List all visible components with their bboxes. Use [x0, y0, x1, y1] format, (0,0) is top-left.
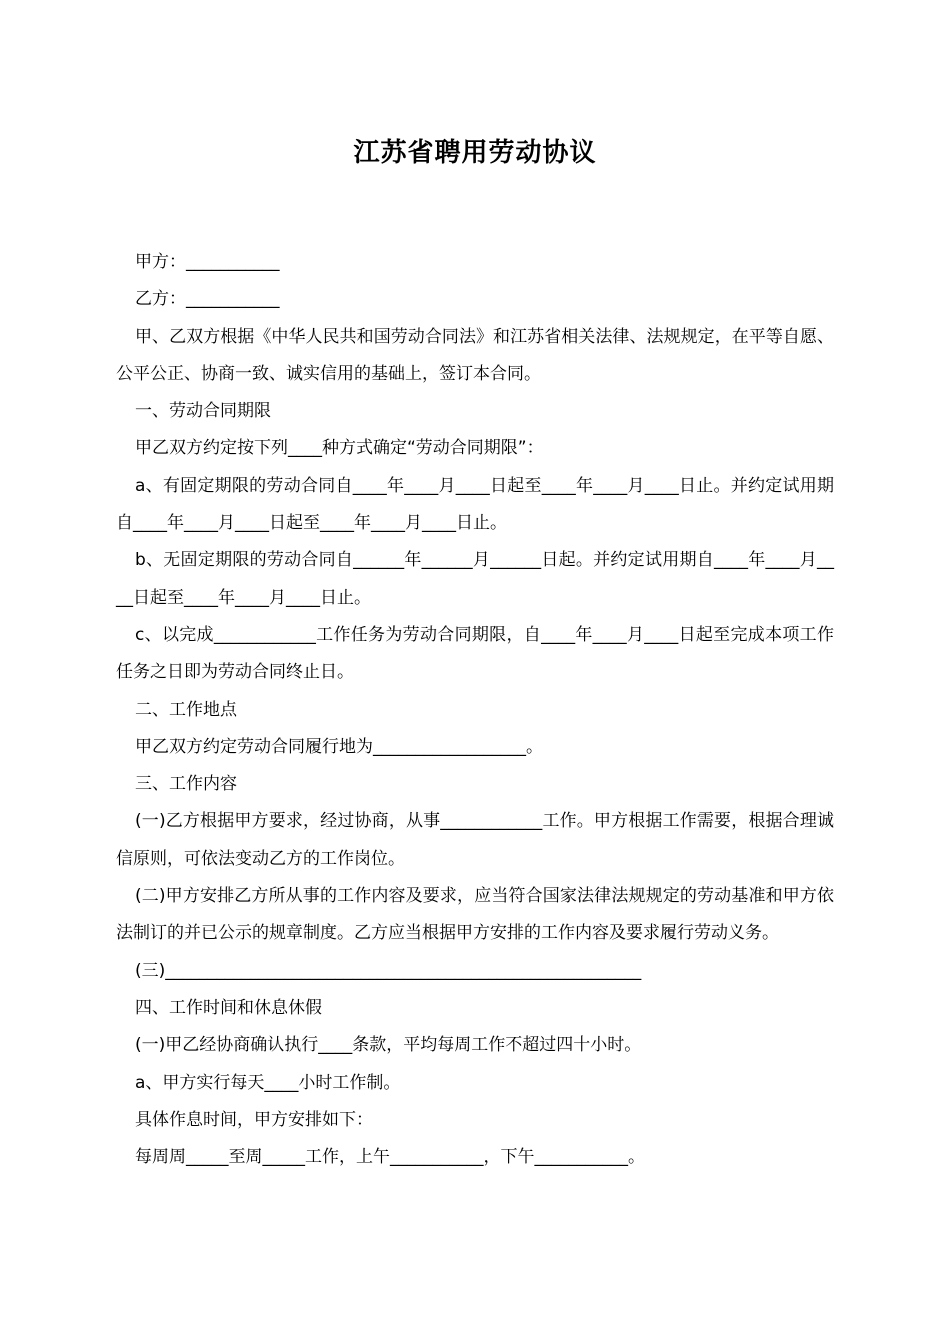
document-title: 江苏省聘用劳动协议 [353, 138, 597, 168]
clause-paragraph: (二)甲方安排乙方所从事的工作内容及要求，应当符合国家法律法规规定的劳动基准和甲方依法制订的并已公示的规章制度。乙方应当根据甲方安排的工作内容及要求履行劳动义务。 [116, 886, 834, 944]
party-b-line: 乙方：___________ [135, 289, 280, 310]
clause-paragraph: 每周周_____至周_____工作，上午___________，下午___________。 [135, 1147, 645, 1168]
clause-paragraph: (一)乙方根据甲方要求，经过协商，从事____________工作。甲方根据工作需要，根据合理诚信原则，可依法变动乙方的工作岗位。 [116, 811, 834, 869]
clause-paragraph: a、甲方实行每天____小时工作制。 [135, 1072, 401, 1093]
section-heading: 四、工作时间和休息休假 [135, 997, 322, 1018]
party-a-line: 甲方：___________ [135, 252, 280, 272]
clause-paragraph: 甲乙双方约定按下列____种方式确定“劳动合同期限”： [135, 438, 544, 459]
section-heading: 三、工作内容 [135, 774, 237, 795]
clause-paragraph: b、无固定期限的劳动合同自______年______月______日起。并约定试用期自____年____月____日起至____年____月____日止。 [116, 550, 834, 608]
clause-paragraph: a、有固定期限的劳动合同自____年____月____日起至____年____月____日止。并约定试用期自____年____月____日起至____年____月____日止。 [116, 475, 834, 534]
clause-paragraph: (三)________________________________________________________ [135, 960, 642, 981]
document-body [116, 244, 834, 1176]
intro-paragraph: 甲、乙双方根据《中华人民共和国劳动合同法》和江苏省相关法律、法规规定，在平等自愿、公平公正、协商一致、诚实信用的基础上，签订本合同。 [116, 326, 834, 384]
clause-paragraph: (一)甲乙经协商确认执行____条款，平均每周工作不超过四十小时。 [135, 1035, 642, 1056]
clause-paragraph: 具体作息时间，甲方安排如下： [135, 1109, 373, 1130]
section-heading: 二、工作地点 [135, 699, 237, 720]
section-heading: 一、劳动合同期限 [135, 401, 271, 422]
clause-paragraph: 甲乙双方约定劳动合同履行地为__________________。 [135, 736, 543, 757]
clause-paragraph: c、以完成____________工作任务为劳动合同期限，自____年____月____日起至完成本项工作任务之日即为劳动合同终止日。 [116, 624, 834, 683]
